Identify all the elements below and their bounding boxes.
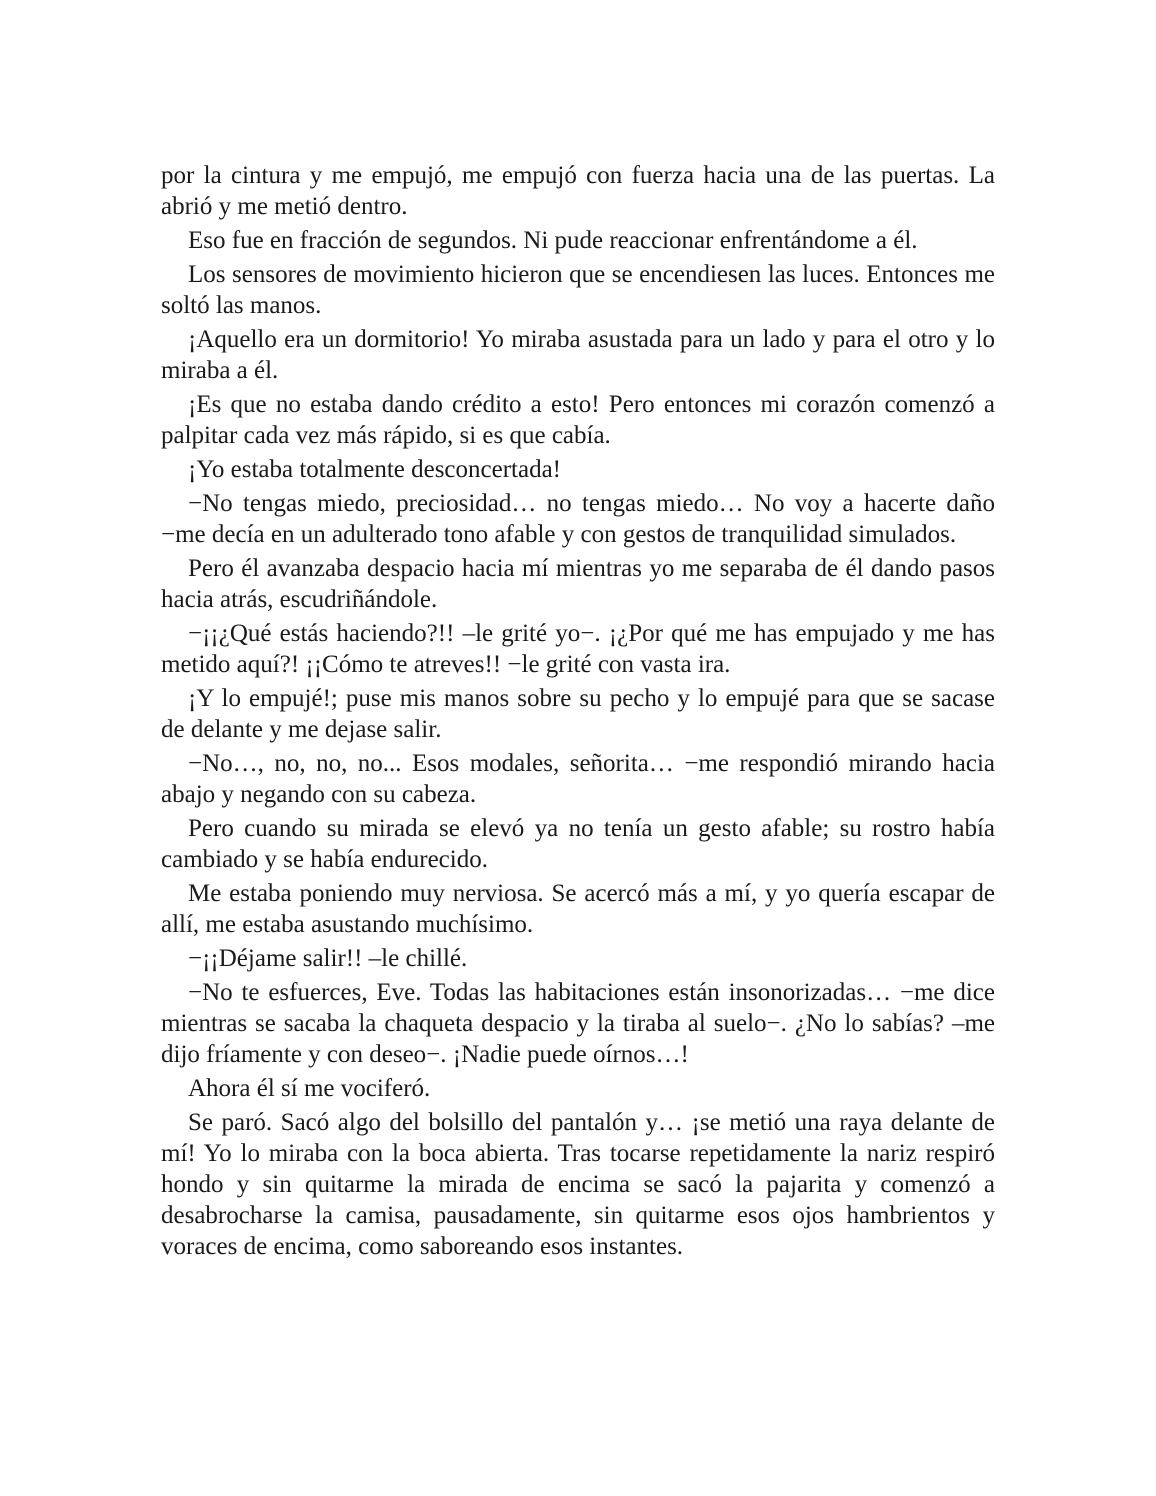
paragraph: por la cintura y me empujó, me empujó con fuerza hacia una de las puertas. La abrió y me metió dentro. <box>161 162 995 220</box>
paragraph: ¡Es que no estaba dando crédito a esto! Pero entonces mi corazón comenzó a palpitar cada vez más rápido, si es que cabía. <box>161 391 995 449</box>
paragraph: −¡¡Déjame salir!! –le chillé. <box>188 945 468 972</box>
paragraph: ¡Y lo empujé!; puse mis manos sobre su pecho y lo empujé para que se sacase de delante y me dejase salir. <box>161 685 995 743</box>
paragraph: −No…, no, no, no... Esos modales, señorita… −me respondió mirando hacia abajo y negando con su cabeza. <box>161 750 995 808</box>
paragraph: Ahora él sí me vociferó. <box>188 1075 431 1102</box>
paragraph: −No te esfuerces, Eve. Todas las habitaciones están insonorizadas… −me dice mientras se sacaba la chaqueta despacio y la tiraba al suelo−. ¿No lo sabías? –me dijo fríamente y con deseo−. ¡Nadie puede oírnos…! <box>161 979 995 1068</box>
paragraph: Me estaba poniendo muy nerviosa. Se acercó más a mí, y yo quería escapar de allí, me estaba asustando muchísimo. <box>161 880 995 938</box>
paragraph: Los sensores de movimiento hicieron que se encendiesen las luces. Entonces me soltó las manos. <box>161 261 995 319</box>
paragraph: ¡Aquello era un dormitorio! Yo miraba asustada para un lado y para el otro y lo miraba a él. <box>161 326 995 384</box>
document-page <box>161 160 995 1265</box>
paragraph: −¡¡¿Qué estás haciendo?!! –le grité yo−. ¡¿Por qué me has empujado y me has metido aquí?! ¡¡Cómo te atreves!! −le grité con vasta ira. <box>161 620 995 678</box>
paragraph: Pero él avanzaba despacio hacia mí mientras yo me separaba de él dando pasos hacia atrás, escudriñándole. <box>161 555 995 613</box>
paragraph: Se paró. Sacó algo del bolsillo del pantalón y… ¡se metió una raya delante de mí! Yo lo miraba con la boca abierta. Tras tocarse repetidamente la nariz respiró hondo y sin quitarme la mirada de encima se sacó la pajarita y comenzó a desabrocharse la camisa, pausadamente, sin quitarme esos ojos hambrientos y voraces de encima, como saboreando esos instantes. <box>161 1109 995 1260</box>
paragraph: Eso fue en fracción de segundos. Ni pude reaccionar enfrentándome a él. <box>188 227 918 254</box>
paragraph: ¡Yo estaba totalmente desconcertada! <box>188 456 562 483</box>
paragraph: Pero cuando su mirada se elevó ya no tenía un gesto afable; su rostro había cambiado y se había endurecido. <box>161 815 995 873</box>
paragraph: −No tengas miedo, preciosidad… no tengas miedo… No voy a hacerte daño −me decía en un adulterado tono afable y con gestos de tranquilidad simulados. <box>161 490 995 548</box>
